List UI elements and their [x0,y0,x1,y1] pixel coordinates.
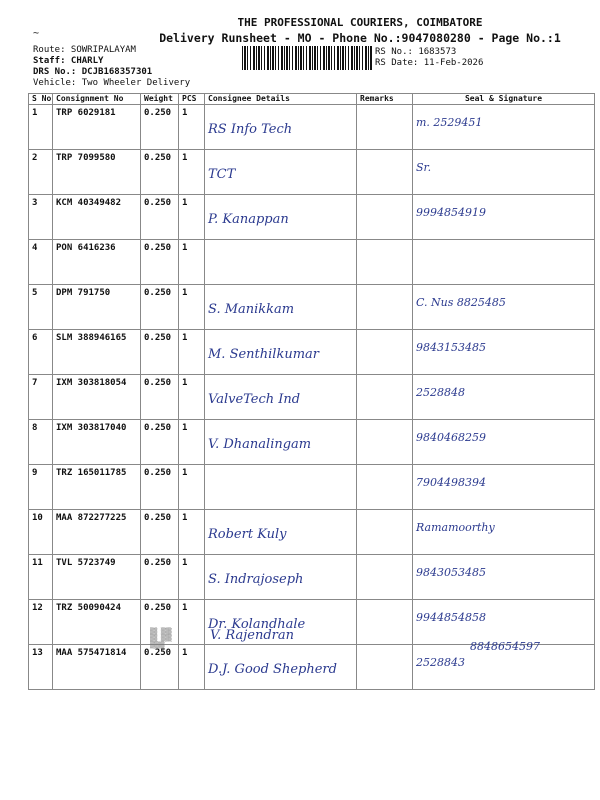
handwritten-consignee: ValveTech Ind [208,392,301,407]
consignee-cell [205,330,357,375]
weight-cell: 0.250 [141,150,179,195]
weight-cell: 0.250 [141,555,179,600]
pcs-cell: 1 [179,150,205,195]
weight-cell: 0.250 [141,420,179,465]
rs-date: RS Date: 11-Feb-2026 [375,58,484,68]
signature-cell [413,555,595,600]
signature-cell [413,105,595,150]
pcs-cell: 1 [179,510,205,555]
route-info [33,45,190,89]
sno-cell: 5 [29,285,53,330]
weight-cell: 0.250 [141,510,179,555]
consignee-cell [205,645,357,690]
handwritten-signature: 2528848 [416,386,465,399]
handwritten-consignee: TCT [208,167,236,182]
consignment-cell: TRZ 50090424 [53,600,141,645]
handwritten-consignee: S. Indrajoseph [208,572,304,587]
consignment-cell: MAA 575471814 [53,645,141,690]
remarks-cell [357,375,413,420]
signature-cell [413,285,595,330]
handwritten-signature: 2528843 [416,656,465,669]
handwritten-consignee: Robert Kuly [208,527,287,542]
consignment-cell: IXM 303817040 [53,420,141,465]
consignment-cell: SLM 388946165 [53,330,141,375]
sno-cell: 6 [29,330,53,375]
weight-cell: 0.250 [141,105,179,150]
pcs-cell: 1 [179,240,205,285]
corner-mark: ~ [33,28,40,39]
handwritten-consignee: Dr. Kolandhale [208,617,306,632]
consignment-cell: TRP 7099580 [53,150,141,195]
col-weight: Weight [141,94,179,105]
consignee-cell [205,510,357,555]
weight-cell: 0.250 [141,375,179,420]
consignment-cell: TVL 5723749 [53,555,141,600]
consignee-cell [205,240,357,285]
signature-cell [413,375,595,420]
col-sno: S No [29,94,53,105]
handwritten-consignee: D.J. Good Shepherd [208,662,337,677]
table-row [29,105,595,150]
consignment-cell: TRP 6029181 [53,105,141,150]
pcs-cell: 1 [179,195,205,240]
table-row [29,465,595,510]
weight-cell: 0.250 [141,195,179,240]
remarks-cell [357,285,413,330]
table-row [29,510,595,555]
table-row [29,195,595,240]
remarks-cell [357,150,413,195]
sno-cell: 13 [29,645,53,690]
consignee-cell [205,195,357,240]
pcs-cell: 1 [179,645,205,690]
handwritten-signature: 7904498394 [416,476,486,489]
weight-cell: 0.250 [141,600,179,645]
handwritten-signature: 9994854919 [416,206,486,219]
table-row [29,555,595,600]
runsheet-title: Delivery Runsheet - MO - Phone No.:9047080280 - Page No.:1 [159,31,561,45]
handwritten-signature: Sr. [416,161,432,174]
weight-cell: 0.250 [141,465,179,510]
remarks-cell [357,105,413,150]
sno-cell: 11 [29,555,53,600]
pcs-cell: 1 [179,420,205,465]
sno-cell: 4 [29,240,53,285]
remarks-cell [357,330,413,375]
signature-cell [413,600,595,645]
signature-cell [413,240,595,285]
col-consignment: Consignment No [53,94,141,105]
pcs-cell: 1 [179,105,205,150]
remarks-cell [357,600,413,645]
consignee-cell [205,105,357,150]
handwritten-signature: m. 2529451 [416,116,483,129]
handwritten-signature: C. Nus 8825485 [416,296,506,309]
handwritten-signature: 9944854858 [416,611,486,624]
sno-cell: 10 [29,510,53,555]
weight-cell: 0.250 [141,240,179,285]
table-row [29,285,595,330]
handwritten-consignee: M. Senthilkumar [208,347,320,362]
sno-cell: 8 [29,420,53,465]
handwritten-consignee: S. Manikkam [208,302,295,317]
consignee-cell [205,465,357,510]
table-row [29,375,595,420]
table-row [29,240,595,285]
faded-stamp: ▒▒ ▒▒▒ ▒▒ ▒▒▒ ▒▒▒▒ [150,628,172,649]
drs-no: DRS No.: DCJB168357301 [33,67,153,77]
consignment-cell: TRZ 165011785 [53,465,141,510]
pcs-cell: 1 [179,330,205,375]
handwritten-signature: 9843153485 [416,341,486,354]
remarks-cell [357,510,413,555]
table-row [29,330,595,375]
weight-cell: 0.250 [141,285,179,330]
col-signature: Seal & Signature [413,94,595,105]
table-row [29,600,595,645]
pcs-cell: 1 [179,375,205,420]
company-title: THE PROFESSIONAL COURIERS, COIMBATORE [237,16,483,29]
col-pcs: PCS [179,94,205,105]
rs-no: RS No.: 1683573 [375,47,457,57]
staff: Staff: CHARLY [33,56,104,66]
handwritten-signature: 9843053485 [416,566,486,579]
pcs-cell: 1 [179,465,205,510]
consignee-cell [205,150,357,195]
barcode [242,46,372,70]
sno-cell: 12 [29,600,53,645]
remarks-cell [357,645,413,690]
table-header-row [29,94,595,105]
col-consignee: Consignee Details [205,94,357,105]
signature-cell [413,465,595,510]
sno-cell: 3 [29,195,53,240]
sno-cell: 7 [29,375,53,420]
handwritten-consignee: P. Kanappan [208,212,289,227]
consignee-cell [205,555,357,600]
consignment-cell: KCM 40349482 [53,195,141,240]
consignment-cell: IXM 303818054 [53,375,141,420]
consignee-cell [205,285,357,330]
handwritten-extra-consignee: V. Rajendran [210,628,294,643]
remarks-cell [357,555,413,600]
consignment-cell: DPM 791750 [53,285,141,330]
sno-cell: 9 [29,465,53,510]
sno-cell: 1 [29,105,53,150]
col-remarks: Remarks [357,94,413,105]
remarks-cell [357,420,413,465]
handwritten-extra-signature: 8848654597 [470,640,540,653]
route: Route: SOWRIPALAYAM [33,45,136,55]
handwritten-signature: Ramamoorthy [416,521,495,534]
runsheet-table [28,93,595,690]
pcs-cell: 1 [179,555,205,600]
consignment-cell: PON 6416236 [53,240,141,285]
consignment-cell: MAA 872277225 [53,510,141,555]
signature-cell [413,420,595,465]
signature-cell [413,150,595,195]
remarks-cell [357,465,413,510]
signature-cell [413,330,595,375]
handwritten-consignee: V. Dhanalingam [208,437,312,452]
handwritten-consignee: RS Info Tech [208,122,293,137]
signature-cell [413,195,595,240]
pcs-cell: 1 [179,600,205,645]
table-row [29,420,595,465]
sno-cell: 2 [29,150,53,195]
table-row [29,150,595,195]
remarks-cell [357,240,413,285]
pcs-cell: 1 [179,285,205,330]
signature-cell [413,510,595,555]
handwritten-signature: 9840468259 [416,431,486,444]
vehicle: Vehicle: Two Wheeler Delivery [33,78,191,88]
weight-cell: 0.250 [141,645,179,690]
remarks-cell [357,195,413,240]
weight-cell: 0.250 [141,330,179,375]
rs-info [375,47,483,69]
consignee-cell [205,375,357,420]
consignee-cell [205,420,357,465]
